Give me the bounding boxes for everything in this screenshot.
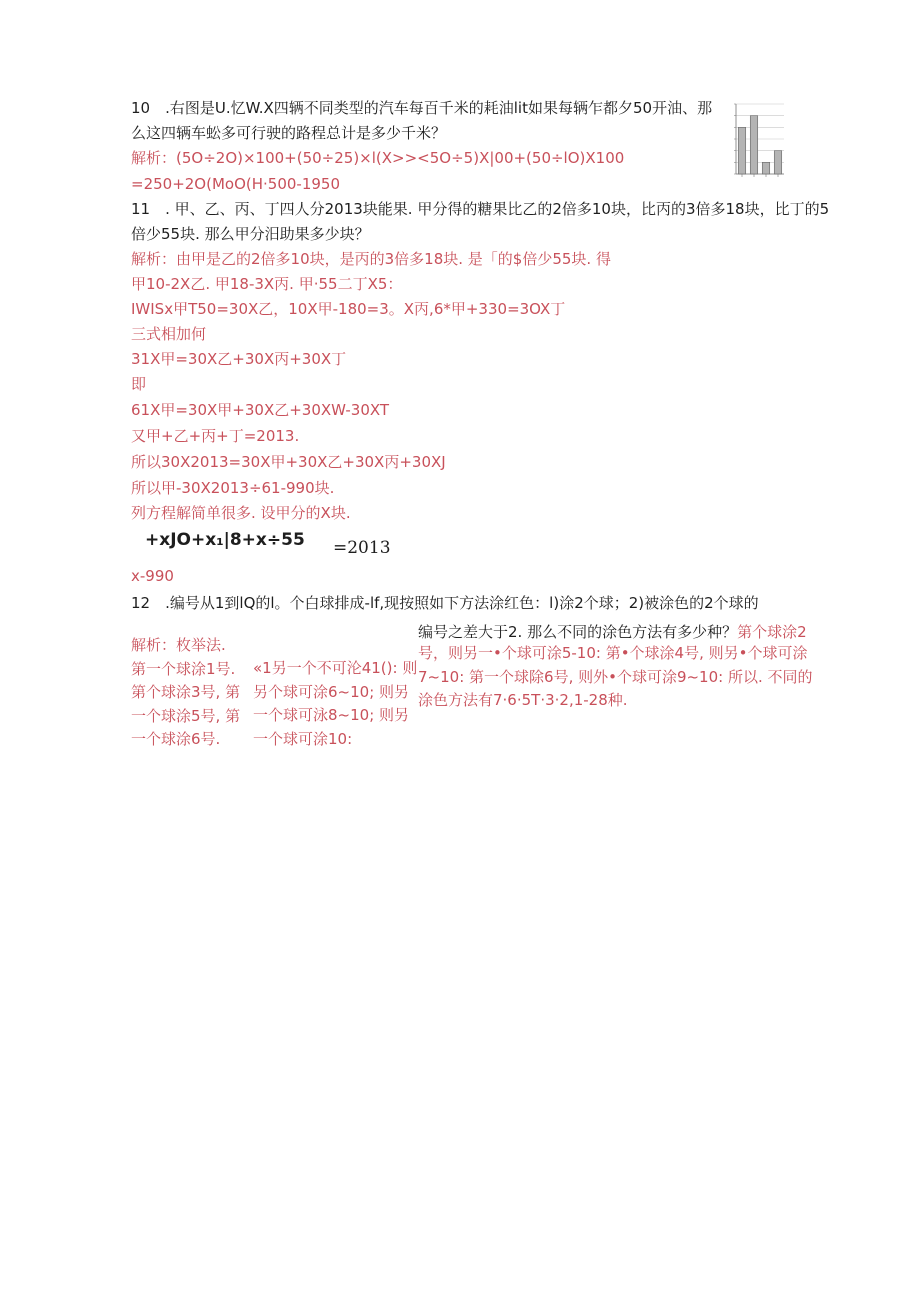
q12-col1-line: 一个球涂5号, 第 [131, 706, 241, 725]
q12-col3-line: 7~10: 第一个球除6号, 则外•个球可涂9~10: 所以. 不同的 [418, 667, 813, 686]
q12-line1: 12 .编号从1到lQ的l。个白球排成-lf,现按照如下方法涂红色：l)涂2个球；2)被涂色的2个球的 [131, 594, 759, 612]
q12-col1-line: 一个球涂6号. [131, 730, 221, 748]
q12-line2-text: 编号之差大于2. 那么不同的涂色方法有多少种？ [418, 623, 738, 641]
q11-solution-line: 甲10-2X乙. 甲18-3X丙. 甲·55二丁X5： [131, 275, 403, 293]
q10-solution-line2: =250+2O(MoO(H·500-1950 [131, 175, 341, 193]
q11-solution-line: 列方程解简单很多. 设甲分的X块. [131, 504, 351, 522]
q11-solution-line: 解析：由甲是乙的2倍多10块，是丙的3倍多18块. 是「的$倍少55块. 得 [131, 250, 611, 268]
q10-line1: 10 .右图是U.忆W.X四辆不同类型的汽车每百千米的耗油lit如果每辆乍都夕50开油、那 [131, 99, 713, 117]
q12-col3-line: 号，则另一•个球可涂5-10: 第•个球涂4号, 则另•个球可涂 [418, 644, 808, 662]
q11-solution-line: 31X甲=30X乙+30X丙+30X丁 [131, 350, 347, 368]
chart-bar [738, 127, 745, 174]
q11-solution-line: 即 [131, 375, 147, 393]
q12-col1-line: 解析：枚举法. [131, 636, 226, 654]
q11-line2: 倍少55块. 那么甲分汨助果多少块？ [131, 225, 370, 243]
fuel-bar-chart [726, 100, 788, 184]
q12-col1-line: 第个球涂3号, 第 [131, 683, 241, 701]
chart-bar [774, 151, 781, 174]
q11-line1: 11 . 甲、乙、丙、丁四人分2013块能果. 甲分得的糖果比乙的2倍多10块，比丙的3倍多18块，比丁的5 [131, 200, 830, 218]
q12-solution-col3 [418, 642, 813, 713]
q12-solution-col1 [131, 634, 240, 752]
q11-solution-line: 61X甲=30X甲+30X乙+30XW-30XT [131, 401, 390, 419]
q11-solution-line: 所以30X2013=30X甲+30X乙+30X丙+30XJ [131, 453, 446, 471]
q12-col1-line: 第一个球涂1号. [131, 659, 236, 678]
q10-line2: 么这四辆车蚣多可行驶的路程总计是多少千米？ [131, 124, 447, 142]
q10-solution-line1: 解析：(5O÷2O)×100+(50÷25)×l(X>><5O÷5)X|00+(50÷lO)X100 [131, 149, 625, 167]
q12-col2-line: «1另一个不可沦41(): 则 [253, 659, 418, 677]
chart-bar [762, 162, 769, 174]
q11-equation-left: +xJO+x₁|8+x÷55 [145, 530, 305, 550]
q12-col3-line: 涂色方法有7·6·5T·3·2,1-28种. [418, 691, 628, 709]
q12-line2 [418, 622, 807, 642]
q12-solution-col2 [253, 657, 417, 751]
q12-col2-line: 一个球可涂10: [253, 729, 353, 748]
q11-answer: x-990 [131, 567, 174, 585]
q11-solution-line: IWISx甲T50=30X乙，10X甲-180=3。X丙,6*甲+330=3OX丁 [131, 300, 566, 318]
q12-col2-line: 一个球可泳8~10; 则另 [253, 706, 410, 724]
q12-line2-solution: 第个球涂2 [737, 623, 807, 641]
q11-equation-right: =2013 [333, 538, 391, 558]
q11-solution-line: 又甲+乙+丙+丁=2013. [131, 427, 300, 445]
q11-solution-line: 三式相加何 [131, 325, 207, 343]
q12-col2-line: 另个球可涂6~10; 则另 [253, 682, 410, 701]
chart-bar [750, 116, 757, 174]
q11-solution-line: 所以甲-30X2013÷61-990块. [131, 479, 335, 497]
